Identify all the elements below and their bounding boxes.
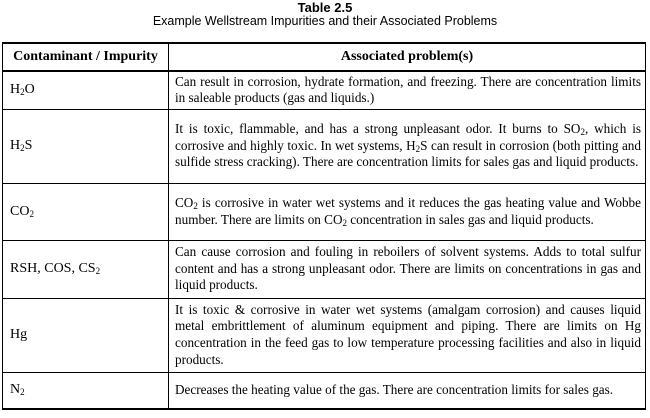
table-row [3, 183, 646, 240]
table-number: Table 2.5 [297, 0, 353, 15]
table-caption: Example Wellstream Impurities and their Associated Problems [152, 14, 498, 28]
table-row [3, 109, 646, 183]
subscript: 2 [29, 208, 34, 219]
contaminant-cell: $N_2$ [3, 372, 169, 409]
problem-cell: Can result in corrosion, hydrate formation, and freezing. There are concentration limits in saleable products (gas and liquids.) [169, 71, 646, 109]
subscript: 2 [580, 127, 585, 138]
column-header-problems: Associated problem(s) [169, 43, 646, 71]
subscript: 2 [342, 217, 347, 228]
subscript: 2 [20, 387, 25, 398]
subscript: 2 [20, 87, 25, 98]
subscript: 2 [193, 200, 198, 211]
contaminant-cell: RSH, COS, $CS_2$ [3, 240, 169, 298]
problem-cell: Can cause corrosion and fouling in reboilers of solvent systems. Adds to total sulfur content and has a strong unpleasant odor. There are limits on concentrations in gas and liquid products. [169, 240, 646, 298]
impurities-table [2, 42, 646, 410]
subscript: 2 [20, 143, 25, 153]
table-row [3, 71, 646, 109]
problem-cell: Decreases the heating value of the gas. There are concentration limits for sales gas. [169, 372, 646, 409]
contaminant-cell: $H_2S$ [3, 109, 169, 183]
table-row [3, 372, 646, 409]
table-row [3, 298, 646, 372]
contaminant-cell: $H_2O$ [3, 71, 169, 109]
problem-cell: It is toxic, flammable, and has a strong unpleasant odor. It burns to $SO_2$, which is corrosive and highly toxic. In wet systems, $H_2S$ can result in corrosion (both pitting and sulfide stress cracking). There are concentration limits for sales gas and liquid products. [169, 109, 646, 183]
subscript: 2 [95, 266, 101, 276]
column-header-contaminant: Contaminant / Impurity [3, 43, 169, 71]
contaminant-cell: $CO_2$ [3, 183, 169, 240]
table-header-row [3, 43, 646, 71]
problem-cell: $CO_2$ is corrosive in water wet systems and it reduces the gas heating value and Wobbe number. There are limits on $CO_2$ concentration in sales gas and liquid products. [169, 183, 646, 240]
subscript: 2 [415, 143, 421, 154]
table-row [3, 240, 646, 298]
contaminant-cell: Hg [3, 298, 169, 372]
problem-cell: It is toxic & corrosive in water wet systems (amalgam corrosion) and causes liquid metal embrittlement of aluminum equipment and piping. There are limits on Hg concentration in the feed gas to low temperature processing facilities and also in liquid products. [169, 298, 646, 372]
